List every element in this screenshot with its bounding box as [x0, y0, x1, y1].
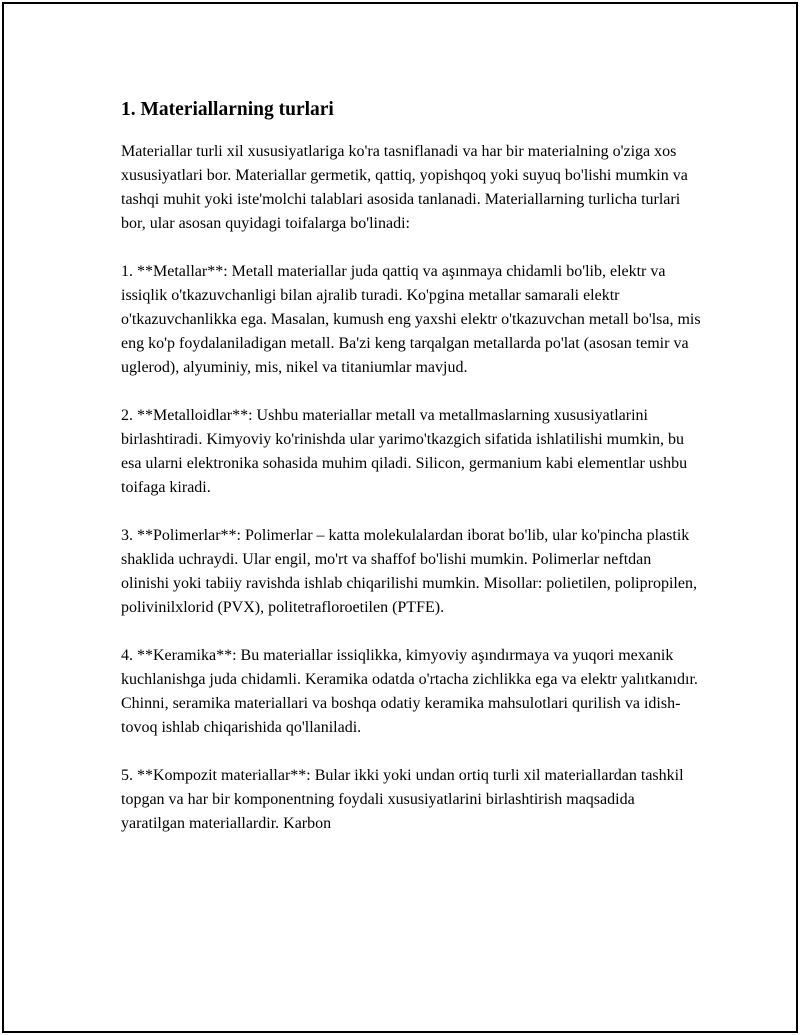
- intro-paragraph: Materiallar turli xil xususiyatlariga ko'ra tasniflanadi va har bir materialning o'ziga xos xususiyatlari bor. Materiallar germetik, qattiq, yopishqoq yoki suyuq bo'lishi mumkin va tashqi muhit yoki iste'molchi talablari asosida tanlanadi. Materiallarning turlicha turlari bor, ular asosan quyidagi toifalarga bo'linadi:: [121, 143, 688, 232]
- document-body: [121, 96, 701, 860]
- paragraph-keramika: 4. **Keramika**: Bu materiallar issiqlikka, kimyoviy aşındırmaya va yuqori mexanik kuchlanishga juda chidamli. Keramika odatda o'rtacha zichlikka ega va elektr yalıtkanıdır. Chinni, seramika materiallari va boshqa odatiy keramika mahsulotlari qurilish va idish-tovoq ishlab chiqarishida qo'llaniladi.: [121, 647, 698, 736]
- page-frame: [2, 2, 798, 1033]
- document-title: 1. Materiallarning turlari: [121, 99, 334, 120]
- paragraph-polimerlar: 3. **Polimerlar**: Polimerlar – katta molekulalardan iborat bo'lib, ular ko'pincha plastik shaklida uchraydi. Ular engil, mo'rt va shaffof bo'lishi mumkin. Polimerlar neftdan olinishi yoki tabiiy ravishda ishlab chiqarilishi mumkin. Misollar: polietilen, polipropilen, polivinilxlorid (PVX), politetrafloroetilen (PTFE).: [121, 527, 697, 616]
- paragraph-metallar: 1. **Metallar**: Metall materiallar juda qattiq va aşınmaya chidamli bo'lib, elektr va issiqlik o'tkazuvchanligi bilan ajralib turadi. Ko'pgina metallar samarali elektr o'tkazuvchanlikka ega. Masalan, kumush eng yaxshi elektr o'tkazuvchan metall bo'lsa, mis eng ko'p foydalaniladigan metall. Ba'zi keng tarqalgan metallarda po'lat (asosan temir va uglerod), alyuminiy, mis, nikel va titaniumlar mavjud.: [121, 263, 701, 376]
- paragraph-metalloidlar: 2. **Metalloidlar**: Ushbu materiallar metall va metallmaslarning xususiyatlarini birlashtiradi. Kimyoviy ko'rinishda ular yarimo'tkazgich sifatida ishlatilishi mumkin, bu esa ularni elektronika sohasida muhim qiladi. Silicon, germanium kabi elementlar ushbu toifaga kiradi.: [121, 407, 688, 496]
- paragraph-kompozit: 5. **Kompozit materiallar**: Bular ikki yoki undan ortiq turli xil materiallardan tashkil topgan va har bir komponentning foydali xususiyatlarini birlashtirish maqsadida yaratilgan materiallardir. Karbon: [121, 767, 684, 832]
